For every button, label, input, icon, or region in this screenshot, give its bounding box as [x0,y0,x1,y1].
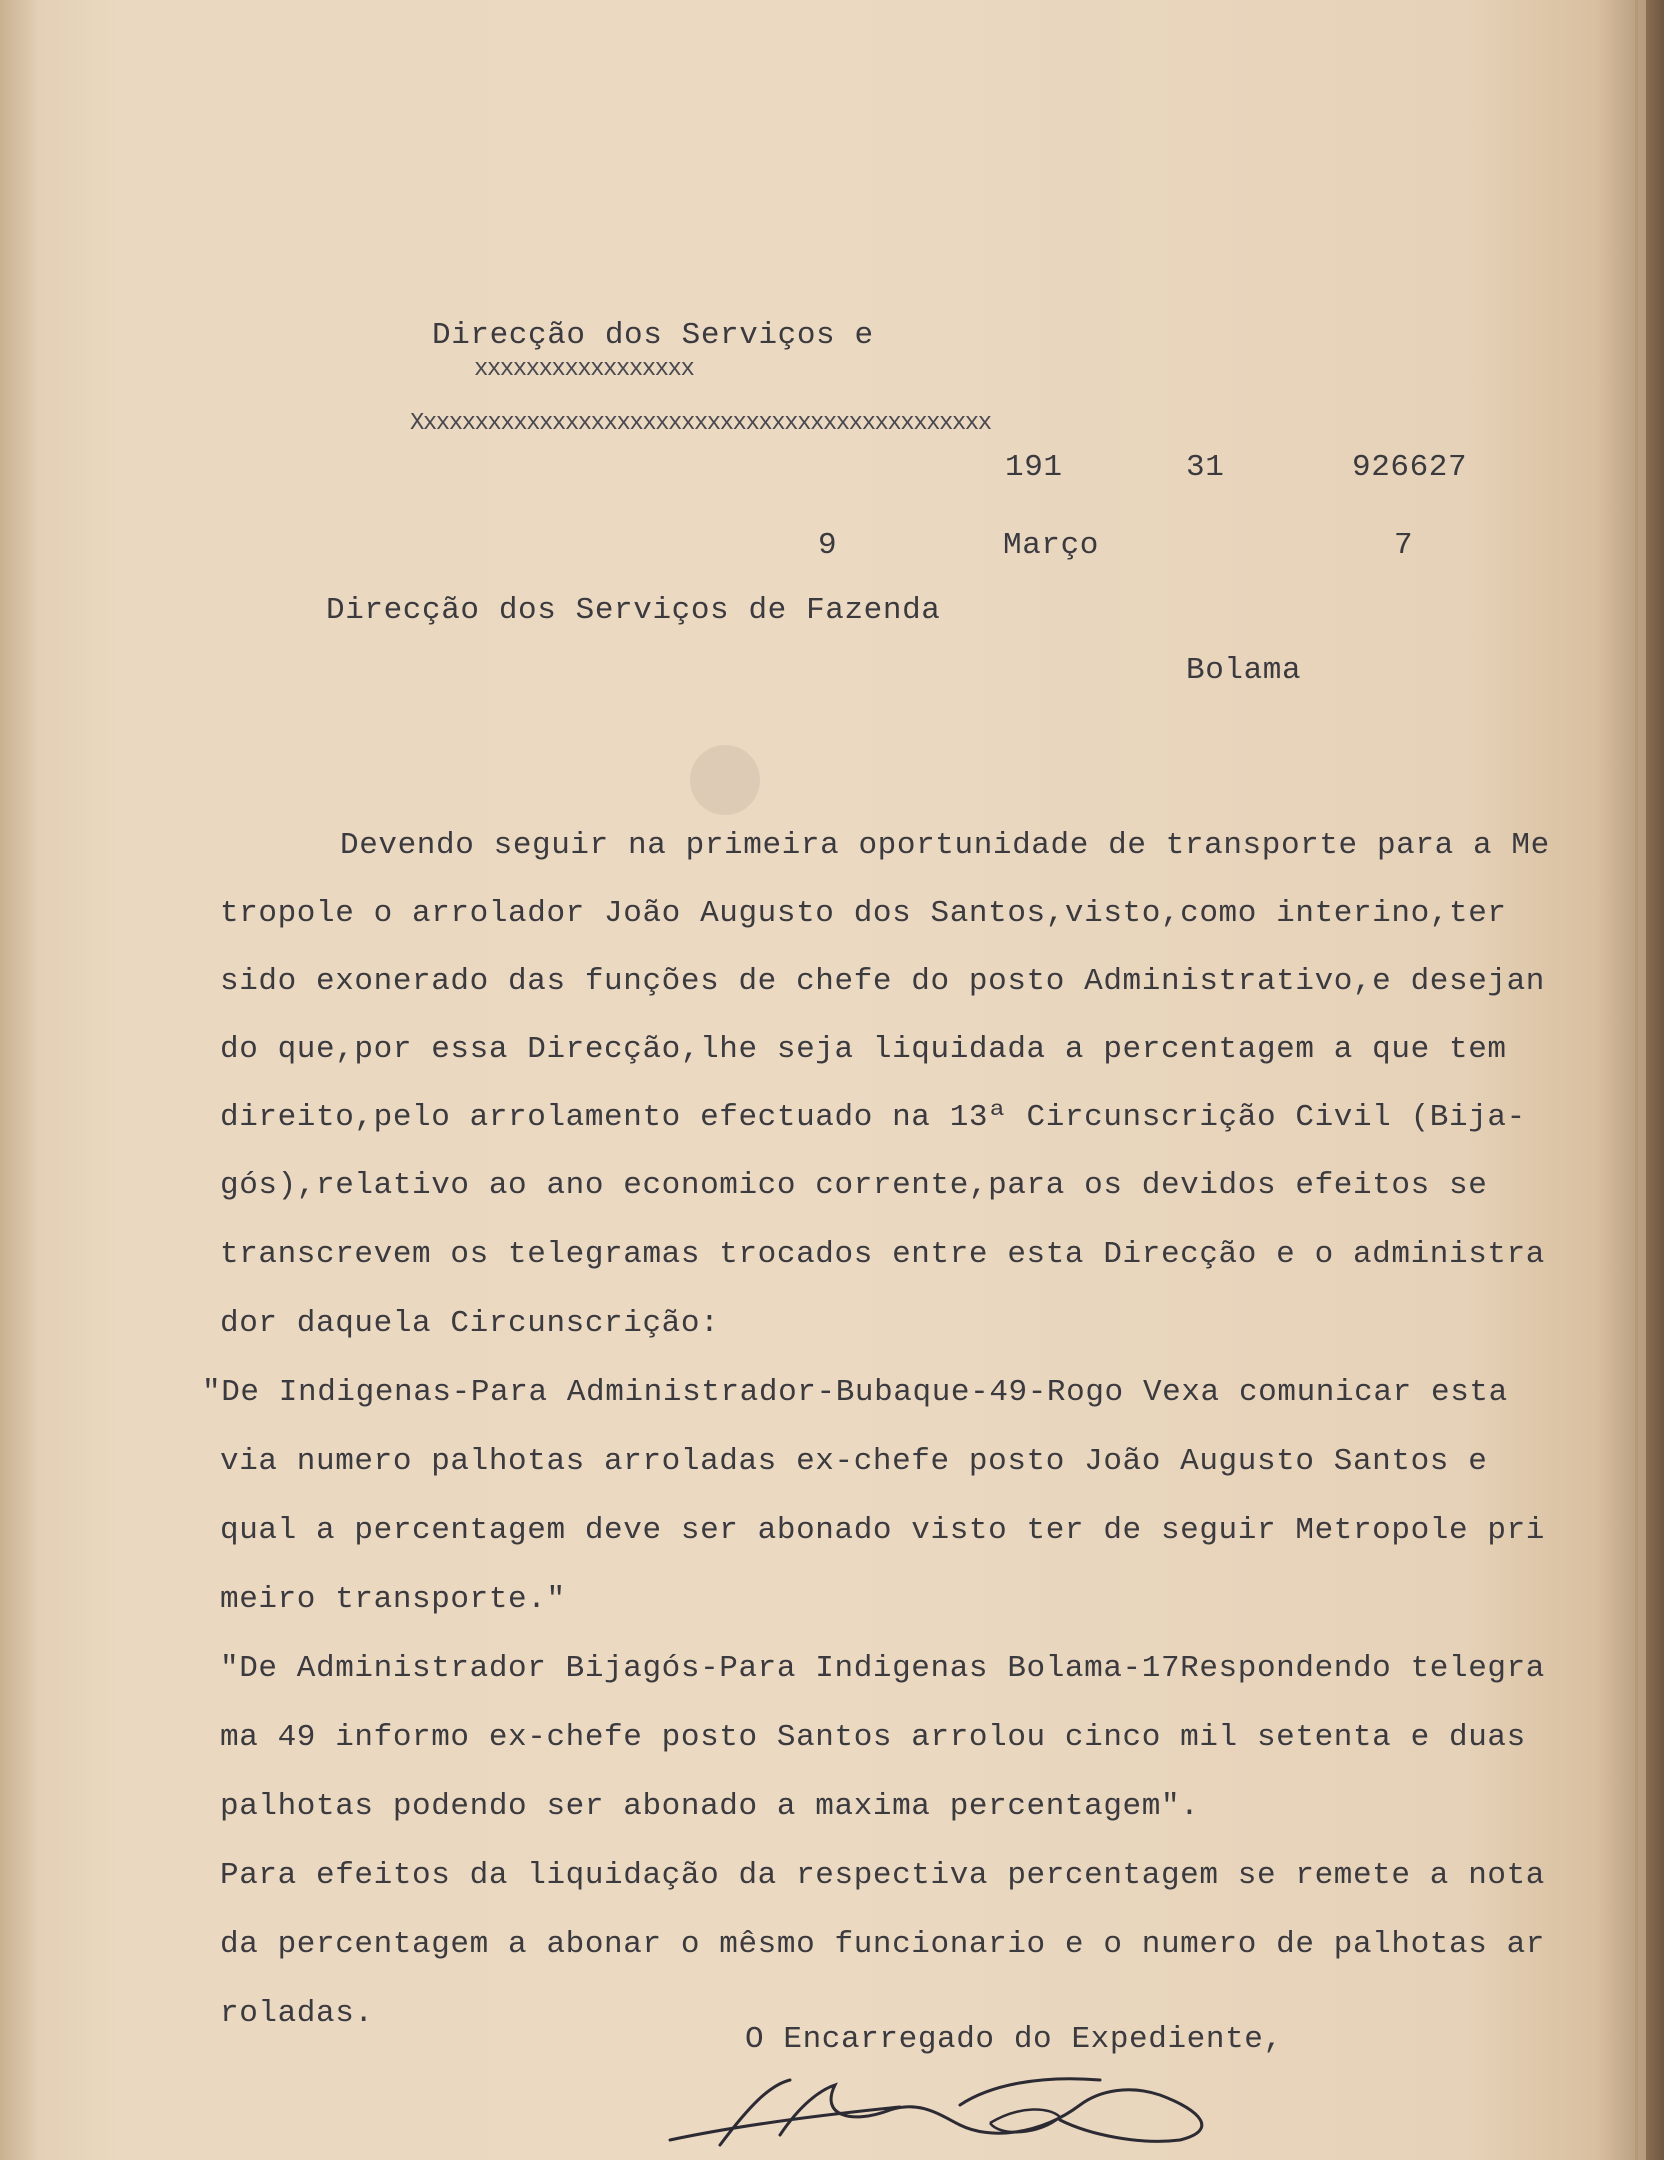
reference-number-3: 926627 [1352,450,1468,485]
body-line: via numero palhotas arroladas ex-chefe posto João Augusto Santos e [220,1444,1488,1479]
date-year-digit: 7 [1394,528,1414,563]
handwritten-signature [660,2045,1280,2160]
reference-number-1: 191 [1005,450,1063,485]
page-edge-line [1635,0,1638,2160]
body-line: tropole o arrolador João Augusto dos Santos,visto,como interino,ter [220,896,1507,931]
book-binding-edge [1646,0,1664,2160]
body-line: "De Administrador Bijagós-Para Indigenas Bolama-17Respondendo telegra [220,1651,1546,1686]
body-line: Para efeitos da liquidação da respectiva percentagem se remete a nota [220,1858,1546,1893]
body-line: transcrevem os telegramas trocados entre esta Direcção e o administra [220,1237,1546,1272]
body-line: sido exonerado das funções de chefe do posto Administrativo,e desejan [220,964,1546,999]
struck-out-line-1: xxxxxxxxxxxxxxxxx [474,356,694,383]
body-line: da percentagem a abonar o mêsmo funcionario e o numero de palhotas ar [220,1927,1546,1962]
body-line: qual a percentagem deve ser abonado visto ter de seguir Metropole pri [220,1513,1546,1548]
date-day: 9 [818,528,838,563]
office-header: Direcção dos Serviços e [432,318,874,353]
body-line: roladas. [220,1996,374,2031]
body-line: direito,pelo arrolamento efectuado na 13ª Circunscrição Civil (Bija- [220,1100,1526,1135]
ink-smudge [690,745,760,815]
body-line: ma 49 informo ex-chefe posto Santos arrolou cinco mil setenta e duas [220,1720,1526,1755]
body-line: palhotas podendo ser abonado a maxima percentagem". [220,1789,1200,1824]
addressee-place: Bolama [1186,653,1302,688]
date-month: Março [1003,528,1100,563]
body-line: do que,por essa Direcção,lhe seja liquidada a percentagem a que tem [220,1032,1507,1067]
body-line: dor daquela Circunscrição: [220,1306,720,1341]
reference-number-2: 31 [1186,450,1225,485]
body-line: meiro transporte." [220,1582,566,1617]
struck-out-line-2: Xxxxxxxxxxxxxxxxxxxxxxxxxxxxxxxxxxxxxxxxxxxxx [410,410,991,437]
signatory-title: O Encarregado do Expediente, [745,2022,1283,2057]
body-line: "De Indigenas-Para Administrador-Bubaque-49-Rogo Vexa comunicar esta [202,1375,1508,1410]
addressee-office: Direcção dos Serviços de Fazenda [326,593,941,628]
body-line: Devendo seguir na primeira oportunidade de transporte para a Me [340,828,1550,863]
body-line: gós),relativo ao ano economico corrente,para os devidos efeitos se [220,1168,1488,1203]
